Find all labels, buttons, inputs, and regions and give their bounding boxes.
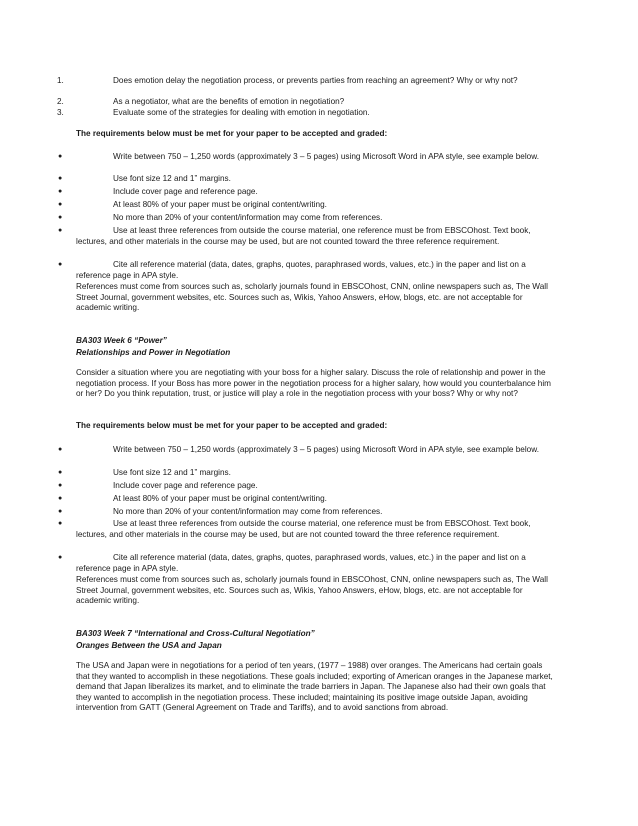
bullet-icon: ●	[58, 482, 63, 489]
week7-subtitle: Oranges Between the USA and Japan	[76, 641, 222, 650]
bullet-icon: ●	[58, 554, 63, 561]
bullet-icon: ●	[58, 469, 63, 476]
requirements-heading: The requirements below must be met for your paper to be accepted and graded:	[76, 129, 388, 138]
bullet-icon: ●	[58, 153, 63, 160]
references-note: References must come from sources such as, scholarly journals found in EBSCOhost, CNN, online newspapers such as, The Wall Street Journal, government websites, etc. Sources such as, Wikis, Yahoo Answers, eHow, blogs, etc. are not acceptable for academic writing.	[76, 575, 548, 606]
requirement-item: Use font size 12 and 1” margins.	[113, 468, 231, 477]
bullet-icon: ●	[58, 508, 63, 515]
requirement-item: Use font size 12 and 1” margins.	[113, 174, 231, 183]
requirements-heading: The requirements below must be met for your paper to be accepted and graded:	[76, 421, 388, 430]
requirement-item: Include cover page and reference page.	[113, 187, 258, 196]
week7-title: BA303 Week 7 “International and Cross-Cultural Negotiation”	[76, 629, 315, 638]
question-number: 1.	[57, 76, 64, 85]
bullet-icon: ●	[58, 495, 63, 502]
question-text: Evaluate some of the strategies for dealing with emotion in negotiation.	[113, 108, 370, 117]
question-number: 3.	[57, 108, 64, 117]
bullet-icon: ●	[58, 188, 63, 195]
bullet-icon: ●	[58, 201, 63, 208]
requirement-item: Use at least three references from outside the course material, one reference must be from EBSCOhost. Text book, lectures, and other materials in the course may be used, but are not counted toward the three reference requirement.	[76, 519, 531, 539]
bullet-icon: ●	[58, 214, 63, 221]
bullet-icon: ●	[58, 175, 63, 182]
requirement-item: No more than 20% of your content/information may come from references.	[113, 213, 383, 222]
requirement-item: Cite all reference material (data, dates, graphs, quotes, paraphrased words, values, etc.) in the paper and list on a reference page in APA style.	[76, 260, 526, 280]
references-note: References must come from sources such as, scholarly journals found in EBSCOhost, CNN, online newspapers such as, The Wall Street Journal, government websites, etc. Sources such as, Wikis, Yahoo Answers, eHow, blogs, etc. are not acceptable for academic writing.	[76, 282, 548, 313]
week6-title: BA303 Week 6 “Power”	[76, 336, 167, 345]
question-number: 2.	[57, 97, 64, 106]
bullet-icon: ●	[58, 261, 63, 268]
requirement-item: Include cover page and reference page.	[113, 481, 258, 490]
bullet-icon: ●	[58, 520, 63, 527]
bullet-icon: ●	[58, 446, 63, 453]
question-text: As a negotiator, what are the benefits of emotion in negotiation?	[113, 97, 345, 106]
requirement-item: Write between 750 – 1,250 words (approximately 3 – 5 pages) using Microsoft Word in APA style, see example below.	[113, 152, 539, 161]
requirement-item: Cite all reference material (data, dates, graphs, quotes, paraphrased words, values, etc.) in the paper and list on a reference page in APA style.	[76, 553, 526, 573]
bullet-icon: ●	[58, 227, 63, 234]
requirement-item: No more than 20% of your content/information may come from references.	[113, 507, 383, 516]
requirement-item: Use at least three references from outside the course material, one reference must be from EBSCOhost. Text book, lectures, and other materials in the course may be used, but are not counted toward the three reference requirement.	[76, 226, 531, 246]
week6-body: Consider a situation where you are negotiating with your boss for a higher salary. Discuss the role of relationship and power in the negotiation process. If your Boss has more power in the negotiation process for a higher salary, how would you counterbalance him or her? Do you think reputation, trust, or justice will play a role in the negotiation process with your boss? Why or why not?	[76, 368, 551, 399]
week6-subtitle: Relationships and Power in Negotiation	[76, 348, 231, 357]
requirement-item: At least 80% of your paper must be original content/writing.	[113, 200, 327, 209]
week7-body: The USA and Japan were in negotiations for a period of ten years, (1977 – 1988) over oranges. The Americans had certain goals that they wanted to accomplish in these negotiations. These goals included; exporting of American oranges in the Japanese market, demand that Japan liberalizes its market, and to eliminate the trade barriers in Japan. The Japanese also had their own goals that they wanted to accomplish in the negotiation process. These included; maintaining its positive image outside Japan, avoiding intervention from GATT (General Agreement on Trade and Tariffs), and to avoid sanctions from abroad.	[76, 661, 553, 713]
requirement-item: At least 80% of your paper must be original content/writing.	[113, 494, 327, 503]
requirement-item: Write between 750 – 1,250 words (approximately 3 – 5 pages) using Microsoft Word in APA style, see example below.	[113, 445, 539, 454]
question-text: Does emotion delay the negotiation process, or prevents parties from reaching an agreement? Why or why not?	[113, 76, 518, 85]
